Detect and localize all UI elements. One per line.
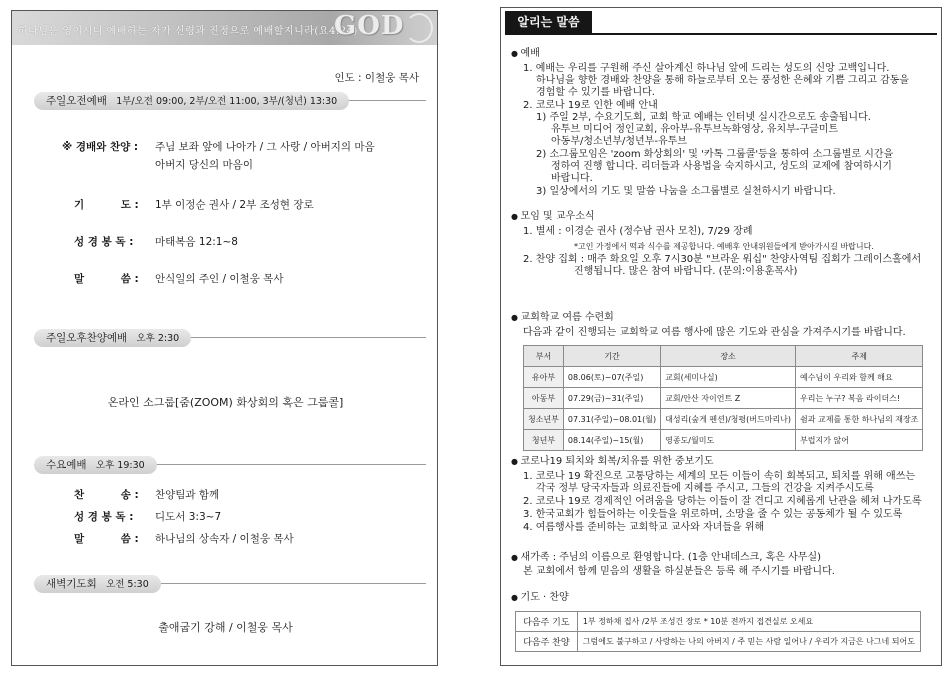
table-cell: 대성리(숲게 펜션)/청평(버드마리나) — [661, 409, 796, 430]
camp-intro: 다음과 같이 진행되는 교회학교 여름 행사에 많은 기도와 관심을 가져주시기를 바랍니다. — [523, 327, 906, 338]
table-cell: 교회(세미나실) — [661, 367, 796, 388]
section-title: 수요예배 — [46, 459, 87, 471]
worship-line: 아동부/청소년부/청년부-유투브 — [551, 136, 687, 147]
newcomers-line: ● 새가족 : 주님의 이름으로 환영합니다. (1층 안내데스크, 혹은 사무실) — [511, 552, 821, 565]
table-cell: 예수님이 우리와 함께 해요 — [796, 367, 923, 388]
table-cell: 영종도/월미도 — [661, 430, 796, 451]
prayer-label: 기 도 : — [74, 199, 139, 211]
table-cell: 08.06(토)~07(주일) — [563, 367, 660, 388]
prayer-praise-heading: ● 기도 · 찬양 — [511, 592, 569, 605]
table-cell: 우리는 누구? 복음 라이더스! — [796, 388, 923, 409]
wednesday-header — [34, 456, 426, 474]
reading-label: 성 경 봉 독 : — [74, 236, 134, 248]
sermon-row — [74, 271, 434, 285]
sermon-label: 말 씀 : — [74, 533, 139, 545]
worship-line: 1. 예배는 우리를 구원해 주신 살아계신 하나님 앞에 드리는 성도의 신앙 고백입니다. — [523, 63, 890, 74]
table-cell: 부럽지가 않어 — [796, 430, 923, 451]
table-row — [516, 632, 921, 652]
covid-line: 3. 한국교회가 힘들어하는 이웃들을 위로하며, 소망을 줄 수 있는 공동체가 될 수 있도록 — [523, 509, 903, 520]
column-header: 기간 — [563, 346, 660, 367]
worship-line: 3) 일상에서의 기도 및 말씀 나눔을 소그룹별로 실천하시기 바랍니다. — [536, 186, 836, 197]
sermon-label: 말 씀 : — [74, 273, 139, 285]
section-time: 1부/오전 09:00, 2부/오전 11:00, 3부/(청년) 13:30 — [116, 96, 338, 107]
reading-row — [74, 234, 434, 248]
table-cell: 다음주 기도 — [516, 612, 578, 632]
column-header: 부서 — [524, 346, 564, 367]
reading-value: 마태복음 12:1~8 — [155, 236, 238, 248]
table-cell: 쉼과 교제를 통한 하나님의 재장조 — [796, 409, 923, 430]
hymn-row — [74, 487, 434, 501]
praise-row — [62, 139, 422, 153]
reading-value: 디도서 3:3~7 — [155, 511, 222, 523]
praise-value: 주님 보좌 앞에 나아가 / 그 사랑 / 아버지의 마음 — [155, 141, 375, 153]
table-row — [524, 430, 923, 451]
hymn-value: 찬양팀과 함께 — [155, 489, 220, 501]
meetings-line: 진행됩니다. 많은 참여 바랍니다. (문의:이용훈목사) — [574, 266, 798, 277]
afternoon-online-note: 온라인 소그룹[줌(ZOOM) 화상회의 혹은 그룹콜] — [107, 396, 344, 409]
table-cell: 유아부 — [524, 367, 564, 388]
camp-table — [523, 345, 923, 451]
covid-line: 1. 코로나 19 확진으로 고통당하는 세계의 모든 이들이 속히 회복되고, 퇴치를 위해 애쓰는 — [523, 471, 916, 482]
worship-line: 2) 소그룹모임은 'zoom 화상회의' 및 '카톡 그룹콜'등을 통하여 소그룹별로 시간을 — [536, 149, 894, 160]
camp-heading: ● 교회학교 여름 수련회 — [511, 312, 614, 325]
worship-line: 정하여 진행 합니다. 리더들과 사용법을 숙지하시고, 성도의 교제에 참여하시기 — [551, 161, 892, 172]
covid-line: 2. 코로나 19로 경제적인 어려움을 당하는 이들이 잘 견디고 지혜롭게 난관을 헤쳐 나가도록 — [523, 496, 922, 507]
wed-reading-row — [74, 509, 434, 523]
sunday-afternoon-header — [34, 329, 426, 347]
worship-leader: 인도 : 이철웅 목사 — [334, 72, 419, 84]
worship-line: 경험할 수 있기를 바랍니다. — [536, 87, 655, 98]
covid-line: 각국 정부 당국자들과 의료진들에 지혜를 주시고, 그들의 건강을 지켜주시도록 — [536, 483, 874, 494]
meetings-heading: ● 모임 및 교우소식 — [511, 211, 595, 224]
table-cell: 07.29(금)~31(주일) — [563, 388, 660, 409]
covid-heading: ● 코로나19 퇴치와 회복/치유를 위한 중보기도 — [511, 456, 714, 469]
table-cell: 청소년부 — [524, 409, 564, 430]
prayer-value: 1부 이정순 권사 / 2부 조성현 장로 — [155, 199, 314, 211]
swirl-ornament-icon — [405, 13, 433, 43]
header-banner — [12, 11, 437, 45]
table-cell: 아동부 — [524, 388, 564, 409]
meetings-line: 1. 별세 : 이경순 권사 (정수남 권사 모친), 7/29 장례 — [523, 226, 753, 237]
table-row — [524, 388, 923, 409]
god-logo: GOD — [334, 11, 405, 41]
column-header: 주제 — [796, 346, 923, 367]
table-row — [524, 367, 923, 388]
section-time: 오후 19:30 — [95, 460, 145, 471]
sermon-value: 하나님의 상속자 / 이철웅 목사 — [155, 533, 294, 545]
praise-value-line2: 아버지 당신의 마음이 — [155, 159, 253, 171]
worship-line: 하나님을 향한 경배와 찬양을 통해 하늘로부터 오는 풍성한 은혜와 기쁨 그리고 감동을 — [536, 75, 910, 86]
table-cell: 07.31(주일)~08.01(월) — [563, 409, 660, 430]
worship-line: 2. 코로나 19로 인한 예배 안내 — [523, 100, 658, 111]
table-cell: 08.14(주일)~15(월) — [563, 430, 660, 451]
title-divider — [505, 33, 937, 35]
column-header: 장소 — [661, 346, 796, 367]
banner-verse: 하나님은 영이시니 예배하는 자가 신령과 진정으로 예배할지니라(요4:24) — [18, 26, 358, 37]
reading-label: 성 경 봉 독 : — [74, 511, 134, 523]
sermon-value: 안식일의 주인 / 이철웅 목사 — [155, 273, 284, 285]
section-title: 주일오전예배 — [46, 95, 107, 107]
table-row — [524, 409, 923, 430]
newcomers-line: 본 교회에서 함께 믿음의 생활을 하실분들은 등록 해 주시기를 바랍니다. — [523, 566, 835, 577]
notices-page — [500, 7, 942, 666]
bulletin-page — [11, 10, 438, 666]
sunday-morning-header — [34, 92, 426, 110]
table-header-row — [524, 346, 923, 367]
prayer-row — [74, 197, 434, 211]
table-cell: 청년부 — [524, 430, 564, 451]
meetings-line: *고인 가정에서 떡과 식수를 제공합니다. 예배후 안내위원들에게 받아가시길 바랍니다. — [574, 242, 874, 251]
worship-line: 1) 주일 2부, 수요기도회, 교회 학교 예배는 인터넷 실시간으로도 송출됩니다. — [536, 112, 871, 123]
section-time: 오전 5:30 — [106, 579, 149, 590]
worship-line: 유투브 미디어 정인교회, 유아부-유투브녹화영상, 유치부-구글미트 — [551, 124, 839, 135]
section-time: 오후 2:30 — [136, 333, 180, 344]
dawn-note: 출애굽기 강해 / 이철웅 목사 — [158, 621, 293, 634]
notices-title: 알리는 말씀 — [505, 11, 592, 33]
wed-sermon-row — [74, 531, 434, 545]
worship-heading: ● 예배 — [511, 48, 540, 61]
meetings-line: 2. 찬양 집회 : 매주 화요일 오후 7시30분 "브라운 워십" 찬양사역팀 집회가 그레이스홀에서 — [523, 254, 922, 265]
covid-line: 4. 여름행사를 준비하는 교회학교 교사와 자녀들을 위해 — [523, 522, 765, 533]
prayer-praise-table — [515, 611, 921, 652]
dawn-prayer-header — [34, 575, 426, 593]
hymn-label: 찬 송 : — [74, 489, 139, 501]
table-cell: 그럼에도 불구하고 / 사랑하는 나의 아버지 / 주 믿는 사람 일어나 / 우리가 지금은 나그네 되어도 — [577, 632, 920, 652]
table-row — [516, 612, 921, 632]
worship-line: 바랍니다. — [551, 173, 593, 184]
table-cell: 교회/안산 자이언트 Z — [661, 388, 796, 409]
table-cell: 다음주 찬양 — [516, 632, 578, 652]
table-cell: 1부 정하채 집사 /2부 조성건 장로 * 10분 전까지 접견실로 오세요 — [577, 612, 920, 632]
section-title: 주일오후찬양예배 — [46, 332, 128, 344]
section-title: 새벽기도회 — [46, 578, 97, 590]
praise-label: ※ 경배와 찬양 : — [62, 141, 139, 153]
